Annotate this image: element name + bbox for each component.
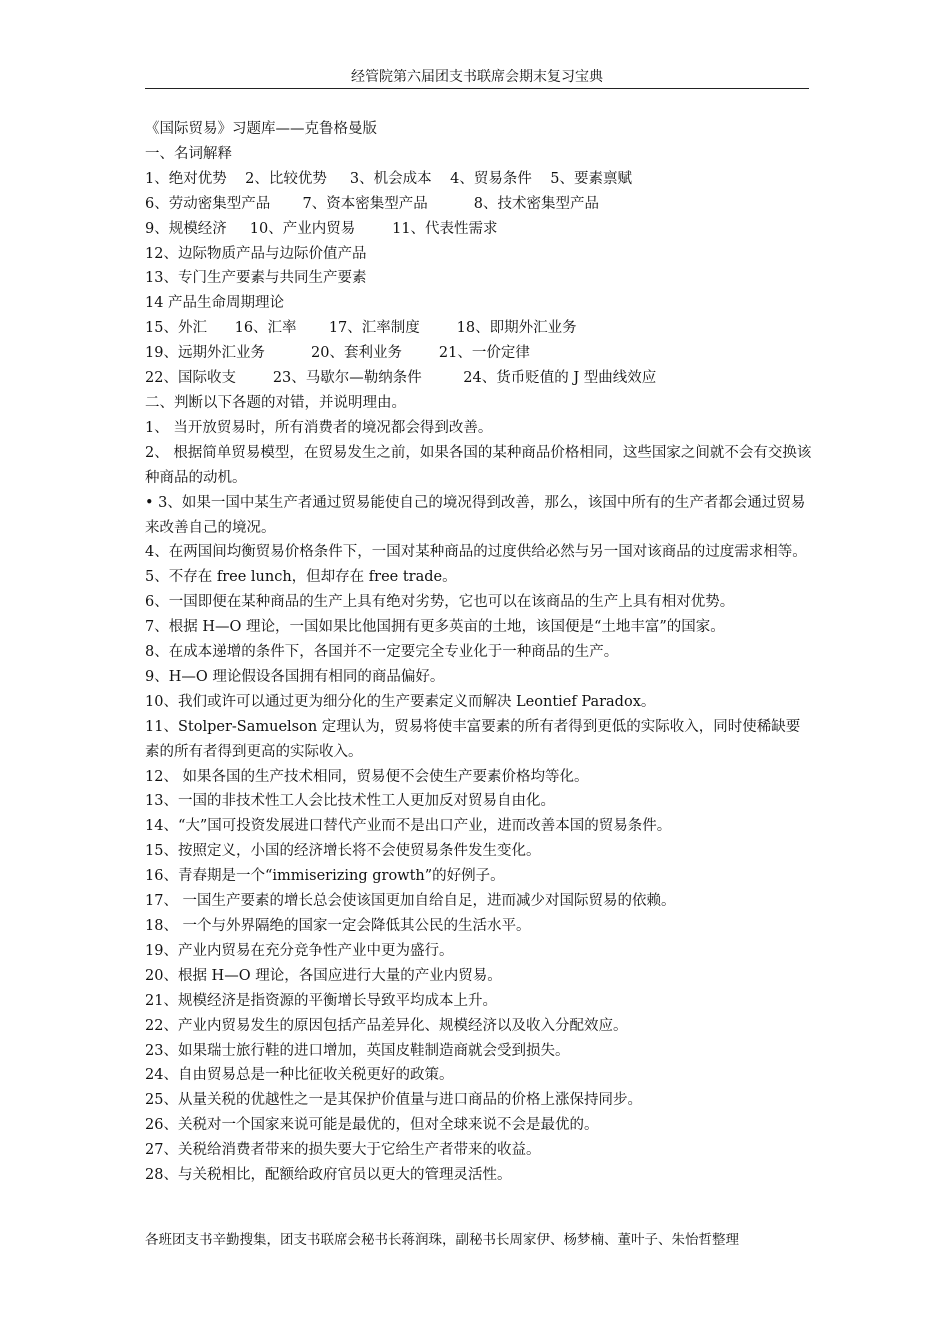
section1-heading: 一、名词解释 <box>145 145 232 162</box>
question-item: 7、根据 H—O 理论，一国如果比他国拥有更多英亩的土地，该国便是“土地丰富”的国家。 <box>145 619 725 636</box>
question-item: 4、在两国间均衡贸易价格条件下，一国对某种商品的过度供给必然与另一国对该商品的过度需求相等。 <box>145 544 807 561</box>
question-item: 9、H—O 理论假设各国拥有相同的商品偏好。 <box>145 668 445 685</box>
term-line: 12、边际物质产品与边际价值产品 <box>145 245 367 262</box>
question-item: 26、关税对一个国家来说可能是最优的，但对全球来说不会是最优的。 <box>145 1117 599 1134</box>
term-line: 13、专门生产要素与共同生产要素 <box>145 270 367 287</box>
question-item: 14、“大”国可投资发展进口替代产业而不是出口产业，进而改善本国的贸易条件。 <box>145 818 672 835</box>
question-item: 21、规模经济是指资源的平衡增长导致平均成本上升。 <box>145 992 497 1009</box>
question-item: 19、产业内贸易在充分竞争性产业中更为盛行。 <box>145 942 454 959</box>
question-item: 6、一国即便在某种商品的生产上具有绝对劣势，它也可以在该商品的生产上具有相对优势。 <box>145 594 735 611</box>
question-item: 5、不存在 free lunch，但却存在 free trade。 <box>145 569 457 586</box>
question-item: 17、 一国生产要素的增长总会使该国更加自给自足，进而减少对国际贸易的依赖。 <box>145 893 676 910</box>
question-item: 10、我们或许可以通过更为细分化的生产要素定义而解决 Leontief Paradox。 <box>145 693 656 710</box>
term-line: 1、绝对优势 2、比较优势 3、机会成本 4、贸易条件 5、要素禀赋 <box>145 170 632 187</box>
question-item: 8、在成本递增的条件下，各国并不一定要完全专业化于一种商品的生产。 <box>145 644 619 661</box>
document-body <box>145 117 813 1188</box>
question-item: 20、根据 H—O 理论，各国应进行大量的产业内贸易。 <box>145 967 502 984</box>
question-item: 15、按照定义，小国的经济增长将不会使贸易条件发生变化。 <box>145 843 541 860</box>
question-item: 2、 根据简单贸易模型，在贸易发生之前，如果各国的某种商品价格相同，这些国家之间就不会有交换该种商品的动机。 <box>145 444 812 486</box>
term-line: 14 产品生命周期理论 <box>145 295 285 312</box>
term-line: 9、规模经济 10、产业内贸易 11、代表性需求 <box>145 220 498 237</box>
question-item: 16、青春期是一个“immiserizing growth”的好例子。 <box>145 868 505 885</box>
question-item: 22、产业内贸易发生的原因包括产品差异化、规模经济以及收入分配效应。 <box>145 1017 628 1034</box>
question-item: 25、从量关税的优越性之一是其保护价值量与进口商品的价格上涨保持同步。 <box>145 1092 642 1109</box>
question-item: 18、 一个与外界隔绝的国家一定会降低其公民的生活水平。 <box>145 918 531 934</box>
question-item: • 3、如果一国中某生产者通过贸易能使自己的境况得到改善，那么，该国中所有的生产者都会通过贸易来改善自己的境况。 <box>145 494 806 536</box>
question-item: 24、自由贸易总是一种比征收关税更好的政策。 <box>145 1067 454 1084</box>
question-item: 1、 当开放贸易时，所有消费者的境况都会得到改善。 <box>145 419 493 436</box>
term-line: 15、外汇 16、汇率 17、汇率制度 18、即期外汇业务 <box>145 320 577 337</box>
document-title: 《国际贸易》习题库——克鲁格曼版 <box>145 121 377 137</box>
question-item: 12、 如果各国的生产技术相同，贸易便不会使生产要素价格均等化。 <box>145 768 589 785</box>
term-line: 6、劳动密集型产品 7、资本密集型产品 8、技术密集型产品 <box>145 195 600 212</box>
question-item: 11、Stolper-Samuelson 定理认为，贸易将使丰富要素的所有者得到更低的实际收入，同时使稀缺要素的所有者得到更高的实际收入。 <box>145 718 801 760</box>
question-item: 23、如果瑞士旅行鞋的进口增加，英国皮鞋制造商就会受到损失。 <box>145 1042 570 1059</box>
section2-heading: 二、判断以下各题的对错，并说明理由。 <box>145 394 406 411</box>
page-footer: 各班团支书辛勤搜集，团支书联席会秘书长蒋润珠，副秘书长周家伊、杨梦楠、董叶子、朱怡哲整理 <box>145 1232 739 1248</box>
question-item: 28、与关税相比，配额给政府官员以更大的管理灵活性。 <box>145 1167 512 1184</box>
question-item: 13、一国的非技术性工人会比技术性工人更加反对贸易自由化。 <box>145 793 555 810</box>
question-item: 27、关税给消费者带来的损失要大于它给生产者带来的收益。 <box>145 1142 541 1159</box>
header-rule <box>145 88 809 89</box>
page-header-title: 经管院第六届团支书联席会期末复习宝典 <box>351 69 603 85</box>
term-line: 19、远期外汇业务 20、套利业务 21、一价定律 <box>145 345 530 362</box>
term-line: 22、国际收支 23、马歇尔—勒纳条件 24、货币贬值的 J 型曲线效应 <box>145 370 657 387</box>
